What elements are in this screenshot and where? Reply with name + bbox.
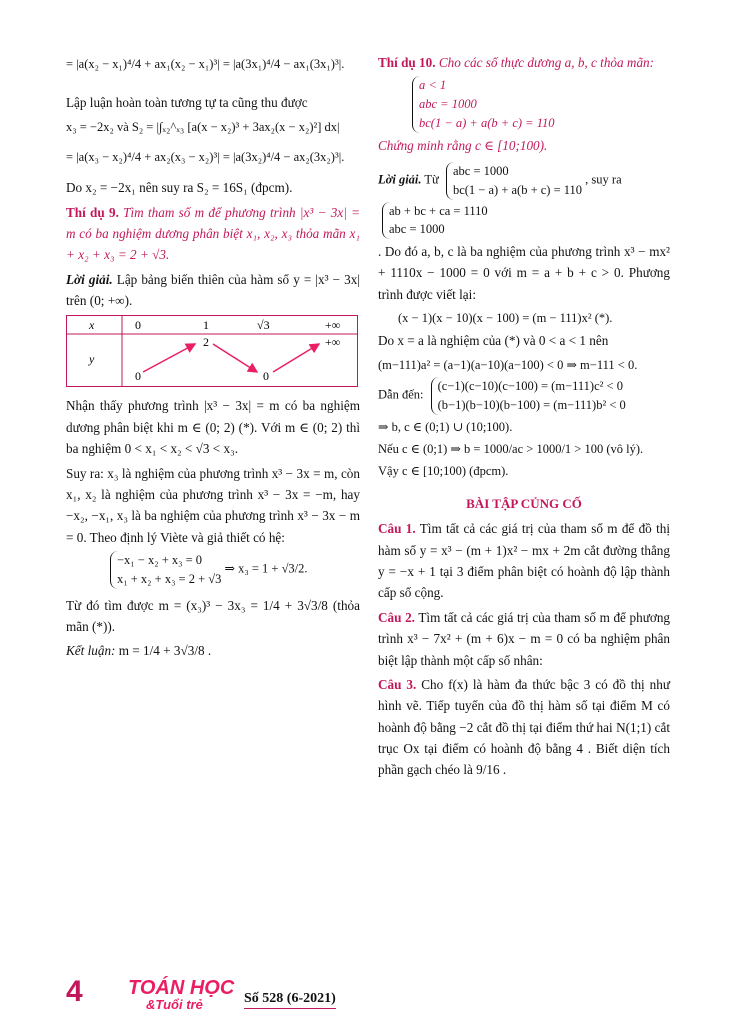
question-2-label: Câu 2. — [378, 609, 415, 625]
conclusion-label: Kết luận: — [66, 643, 116, 659]
equation-m-negative: (m−111)a² = (a−1)(a−10)(a−100) < 0 ⇒ m−111 < 0. — [378, 357, 638, 372]
example-10-label: Thí dụ 10. — [378, 55, 436, 70]
viete-result: ⇒ x₃ = 1 + √3/2. — [224, 561, 308, 576]
solution-10-sys2-eq1: ab + bc + ca = 1110 — [389, 203, 488, 218]
viete-system — [106, 551, 360, 589]
arrow-up-1 — [143, 344, 195, 372]
solution-10-start — [378, 162, 670, 200]
equation-s1-expanded: = |a(x₂ − x₁)⁴/4 + ax₁(x₂ − x₁)³| = |a(3x₁)⁴/4 − ax₁(3x₁)³|. — [66, 57, 345, 71]
exercises-title: BÀI TẬP CỦNG CỐ — [466, 496, 582, 512]
table-y-1: 2 — [203, 335, 209, 350]
page-footer — [66, 975, 666, 1015]
conclusion — [66, 640, 360, 661]
magazine-logo-top: TOÁN HỌC — [128, 977, 235, 999]
example-10 — [378, 52, 670, 73]
example-10-cond-3: bc(1 − a) + a(b + c) = 110 — [419, 115, 555, 130]
lead-to-brace — [431, 377, 626, 415]
example-10-cond-2: abc = 1000 — [419, 97, 477, 112]
example-10-text: Cho các số thực dương a, b, c thỏa mãn: — [438, 55, 655, 70]
equation-contradiction: Nếu c ∈ (0;1) ⇒ b = 1000/ac > 1000/1 > 100 (vô lý). — [378, 441, 644, 456]
table-y-header: y — [89, 352, 95, 367]
magazine-logo-bottom: &Tuổi trẻ — [146, 997, 203, 1012]
question-3-text: Cho f(x) là hàm đa thức bậc 3 có đồ thị như hình vẽ. Tiếp tuyến của đồ thị hàm số tại điểm M có hoành độ bằng −2 cắt đồ thị tại điểm thứ hai N(1;1) cắt trục Ox tại điểm có hoành độ bằng 4 . Biết diện tích phần gạch chéo là 9/16 . — [378, 676, 670, 778]
equation-b-c-range: ⇒ b, c ∈ (0;1) ∪ (10;100). — [378, 419, 513, 434]
paragraph-conclude-s2: Do x₂ = −2x₁ nên suy ra S₂ = 16S₁ (đpcm). — [66, 180, 293, 196]
question-1 — [378, 518, 670, 604]
example-10-cond-1: a < 1 — [419, 78, 447, 93]
viete-brace — [110, 551, 221, 589]
solution-9-label: Lời giải. — [66, 271, 113, 287]
table-y-3: +∞ — [325, 335, 341, 350]
arrow-down — [213, 344, 257, 372]
viete-eq-2: x₁ + x₂ + x₃ = 2 + √3 — [117, 571, 222, 586]
question-2 — [378, 607, 670, 671]
solution-10-sys2-line — [378, 202, 670, 240]
paragraph-find-m: Từ đó tìm được m = (x₃)³ − 3x₃ = 1/4 + 3√3/8 (thỏa mãn (*)). — [66, 597, 360, 634]
table-x-0: 0 — [135, 318, 141, 333]
solution-10-text: . Do đó a, b, c là ba nghiệm của phương trình x³ − mx² + 1110x − 1000 = 0 với m = a + b + c > 0. Phương trình được viết lại: — [378, 244, 670, 302]
equation-x3-s2: x₃ = −2x₂ và S₂ = |∫ₓ₂^ₓ₃ [a(x − x₂)³ + 3ax₂(x − x₂)²] dx| — [66, 119, 340, 134]
table-x-2: √3 — [257, 318, 270, 333]
lead-to-label: Dẫn đến: — [378, 387, 424, 402]
solution-10-from: Từ — [424, 172, 439, 187]
question-3 — [378, 674, 670, 781]
table-x-1: 1 — [203, 318, 209, 333]
viete-eq-1: −x₁ − x₂ + x₃ = 0 — [117, 553, 203, 567]
example-9 — [66, 202, 360, 266]
table-x-3: +∞ — [325, 318, 341, 333]
equation-final: Vậy c ∈ [10;100) (đpcm). — [378, 464, 509, 478]
question-1-text: Tìm tất cả các giá trị của tham số m để đồ thị hàm số y = x³ − (m + 1)x² − mx + 2m cắt đường thẳng y = −x + 1 tại 3 điểm phân biệt có hoành độ lập thành cấp số cộng. — [378, 521, 671, 601]
question-1-label: Câu 1. — [378, 521, 416, 537]
example-10-brace — [412, 76, 555, 132]
variation-table — [66, 315, 358, 387]
solution-9 — [66, 269, 360, 312]
solution-10-sys1-eq1: abc = 1000 — [452, 164, 509, 178]
lead-to-eq-b: (b−1)(b−10)(b−100) = (m−111)b² < 0 — [437, 397, 626, 412]
table-y-0: 0 — [135, 369, 141, 384]
arrow-up-2 — [273, 344, 319, 372]
paragraph-x-equals-a: Do x = a là nghiệm của (*) và 0 < a < 1 nên — [378, 333, 609, 349]
solution-9-text: Lập bảng biến thiên của hàm số y = |x³ − 3x| trên (0; +∞). — [66, 271, 360, 308]
solution-10-sys2-eq2: abc = 1000 — [389, 222, 445, 237]
example-10-system — [408, 76, 670, 132]
issue-number: Số 528 (6-2021) — [244, 991, 336, 1009]
lead-to-eq-c: (c−1)(c−10)(c−100) = (m−111)c² < 0 — [437, 379, 623, 393]
solution-10-label: Lời giải. — [378, 172, 422, 187]
equation-s2-expanded: = |a(x₃ − x₂)⁴/4 + ax₂(x₃ − x₂)³| = |a(3x₂)⁴/4 − ax₂(3x₂)³|. — [66, 149, 345, 164]
question-2-text: Tìm tất cả các giá trị của tham số m để phương trình x³ − 7x² + (m + 6)x − m = 0 có ba nghiệm phân biệt lập thành một cấp số nhân: — [378, 609, 671, 668]
solution-10-suyra: , suy ra — [585, 172, 622, 187]
solution-10-brace-1 — [446, 162, 582, 200]
question-3-label: Câu 3. — [378, 676, 417, 692]
conclusion-value: m = 1/4 + 3√3/8 . — [118, 643, 212, 659]
table-y-2: 0 — [263, 369, 269, 384]
page-number: 4 — [66, 975, 83, 1008]
variation-table-svg — [67, 316, 357, 386]
lead-to-system — [378, 377, 670, 415]
left-column — [66, 52, 360, 665]
solution-10-sys1-eq2: bc(1 − a) + a(b + c) = 110 — [452, 182, 583, 197]
example-9-label: Thí dụ 9. — [66, 204, 119, 220]
table-x-header: x — [89, 318, 95, 333]
paragraph-three-roots: Nhận thấy phương trình |x³ − 3x| = m có ba nghiệm dương phân biệt khi m ∈ (0; 2) (*). Với m ∈ (0; 2) thì ba nghiệm 0 < x₁ < x₂ < √3 < x₃. — [66, 398, 360, 457]
paragraph-similar: Lập luận hoàn toàn tương tự ta cũng thu được — [66, 95, 308, 111]
example-10-prove: Chứng minh rằng c ∈ [10;100). — [378, 137, 548, 153]
right-column — [378, 52, 670, 784]
example-9-text: Tìm tham số m để phương trình |x³ − 3x| = m có ba nghiệm dương phân biệt x₁, x₂, x₃ thỏa mãn x₁ + x₂ + x₃ = 2 + √3. — [66, 204, 361, 263]
solution-10-brace-2 — [382, 202, 488, 240]
paragraph-viete: Suy ra: x₃ là nghiệm của phương trình x³ − 3x = m, còn x₁, x₂ là nghiệm của phương trình x³ − 3x = −m, hay −x₂, −x₁, x₃ là ba nghiệm của phương trình x³ − 3x − m = 0. Theo định lý Viète và giả thiết có hệ: — [66, 465, 360, 545]
equation-rewrite: (x − 1)(x − 10)(x − 100) = (m − 111)x² (*). — [398, 311, 613, 326]
